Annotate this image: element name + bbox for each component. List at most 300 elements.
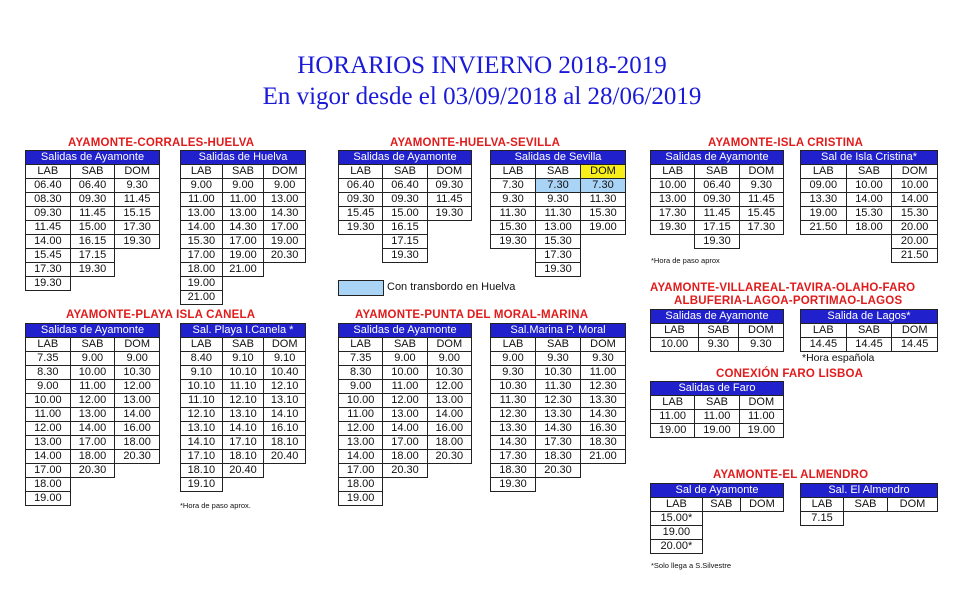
time-cell xyxy=(427,249,471,263)
time-cell: 9.30 xyxy=(491,366,536,380)
time-cell: 10.00 xyxy=(383,366,427,380)
day-header: SAB xyxy=(536,165,581,179)
time-cell xyxy=(70,277,115,291)
time-cell: 14.00 xyxy=(892,193,938,207)
time-cell: 13.30 xyxy=(491,422,536,436)
time-cell: 11.10 xyxy=(181,394,223,408)
time-cell: 14.00 xyxy=(70,422,115,436)
table-header: Salidas de Huelva xyxy=(181,151,306,165)
time-cell: 14.30 xyxy=(491,436,536,450)
time-cell: 20.30 xyxy=(427,450,471,464)
time-cell: 19.00 xyxy=(739,424,783,438)
time-cell: 14.00 xyxy=(427,408,471,422)
time-cell: 14.10 xyxy=(264,408,306,422)
time-cell: 11.00 xyxy=(695,410,739,424)
table-row xyxy=(339,235,472,249)
time-cell xyxy=(264,291,306,305)
time-cell: 19.10 xyxy=(181,478,223,492)
time-cell: 9.00 xyxy=(339,380,383,394)
time-cell: 13.00 xyxy=(264,193,306,207)
table-row xyxy=(181,249,306,263)
day-header: DOM xyxy=(115,338,160,352)
time-cell: 10.00 xyxy=(26,394,71,408)
time-cell: 19.00 xyxy=(339,492,383,506)
time-cell: 18.10 xyxy=(181,464,223,478)
time-cell: 19.00 xyxy=(222,249,264,263)
table-row xyxy=(181,380,306,394)
time-cell: 12.10 xyxy=(264,380,306,394)
table-row xyxy=(651,540,784,554)
day-header: DOM xyxy=(115,165,160,179)
page-title: HORARIOS INVIERNO 2018-2019 xyxy=(297,52,667,79)
time-cell: 11.00 xyxy=(651,410,695,424)
time-cell: 10.00 xyxy=(846,179,892,193)
time-cell: 19.30 xyxy=(26,277,71,291)
time-cell xyxy=(740,512,783,526)
time-cell: 13.30 xyxy=(581,394,626,408)
time-cell xyxy=(491,263,536,277)
time-cell xyxy=(702,512,740,526)
time-cell: 13.00 xyxy=(339,436,383,450)
table-header: Salidas de Ayamonte xyxy=(339,151,472,165)
time-cell: 19.30 xyxy=(491,235,536,249)
schedule-table xyxy=(338,323,472,506)
table-row xyxy=(801,193,938,207)
time-cell: 19.30 xyxy=(695,235,739,249)
time-cell: 14.30 xyxy=(581,408,626,422)
day-header: DOM xyxy=(264,338,306,352)
time-cell xyxy=(115,249,160,263)
time-cell: 10.10 xyxy=(222,366,264,380)
day-header: SAB xyxy=(70,165,115,179)
time-cell: 9.30 xyxy=(491,193,536,207)
time-cell xyxy=(339,235,383,249)
table-header: Salidas de Ayamonte xyxy=(651,151,784,165)
table-row xyxy=(181,193,306,207)
time-cell: 14.30 xyxy=(222,221,264,235)
time-cell: 19.00 xyxy=(581,221,626,235)
table-row xyxy=(801,512,938,526)
time-cell: 12.10 xyxy=(181,408,223,422)
time-cell: 06.40 xyxy=(383,179,427,193)
table-row xyxy=(491,179,626,193)
table-header: Salidas de Faro xyxy=(651,382,784,396)
time-cell: 13.00 xyxy=(383,408,427,422)
day-header: DOM xyxy=(738,324,783,338)
table-row xyxy=(491,207,626,221)
time-cell: 16.30 xyxy=(581,422,626,436)
time-cell: 7.35 xyxy=(26,352,71,366)
table-row xyxy=(26,277,160,291)
table-row xyxy=(181,221,306,235)
time-cell: 10.00 xyxy=(651,179,695,193)
table-row xyxy=(491,464,626,478)
time-cell: 06.40 xyxy=(70,179,115,193)
day-header: SAB xyxy=(695,396,739,410)
day-header: LAB xyxy=(26,165,71,179)
table-header: Sal. El Almendro xyxy=(801,484,938,498)
time-cell: 19.00 xyxy=(801,207,847,221)
schedule-table xyxy=(800,483,938,526)
day-header: SAB xyxy=(222,338,264,352)
time-cell: 9.00 xyxy=(383,352,427,366)
table-row xyxy=(491,193,626,207)
time-cell: 15.45 xyxy=(339,207,383,221)
time-cell: 06.40 xyxy=(26,179,71,193)
time-cell: 13.00 xyxy=(222,207,264,221)
time-cell xyxy=(427,492,471,506)
time-cell: 13.10 xyxy=(264,394,306,408)
time-cell: 16.10 xyxy=(264,422,306,436)
time-cell: 12.00 xyxy=(427,380,471,394)
time-cell: 11.00 xyxy=(181,193,223,207)
time-cell: 9.30 xyxy=(581,352,626,366)
time-cell: 11.00 xyxy=(383,380,427,394)
day-header: LAB xyxy=(801,498,844,512)
schedule-table xyxy=(338,150,472,263)
schedule-table xyxy=(800,150,938,263)
time-cell: 19.30 xyxy=(491,478,536,492)
table-row xyxy=(491,478,626,492)
table-row xyxy=(181,179,306,193)
day-header: DOM xyxy=(739,165,783,179)
time-cell xyxy=(702,540,740,554)
day-header: SAB xyxy=(846,165,892,179)
time-cell: 15.45 xyxy=(739,207,783,221)
transbordo-legend: Con transbordo en Huelva xyxy=(387,281,516,293)
schedule-table xyxy=(800,309,938,352)
time-cell xyxy=(740,540,783,554)
route-title-faro-1: AYAMONTE-VILLAREAL-TAVIRA-OLAHO-FARO xyxy=(650,282,916,294)
time-cell: 20.30 xyxy=(264,249,306,263)
day-header: SAB xyxy=(222,165,264,179)
time-cell: 16.15 xyxy=(70,235,115,249)
time-cell: 06.40 xyxy=(695,179,739,193)
table-row xyxy=(339,352,472,366)
time-cell: 17.00 xyxy=(181,249,223,263)
time-cell: 15.30 xyxy=(581,207,626,221)
time-cell: 14.00 xyxy=(846,193,892,207)
day-header: LAB xyxy=(801,324,847,338)
time-cell: 18.00 xyxy=(427,436,471,450)
time-cell: 15.00* xyxy=(651,512,703,526)
time-cell: 13.30 xyxy=(801,193,847,207)
time-cell: 17.00 xyxy=(383,436,427,450)
time-cell: 9.10 xyxy=(222,352,264,366)
time-cell: 11.00 xyxy=(26,408,71,422)
day-header: DOM xyxy=(888,498,938,512)
time-cell: 15.30 xyxy=(892,207,938,221)
transbordo-swatch xyxy=(338,280,384,296)
table-row xyxy=(181,291,306,305)
time-cell: 19.30 xyxy=(70,263,115,277)
table-row xyxy=(339,179,472,193)
time-cell: 9.10 xyxy=(264,352,306,366)
time-cell: 12.00 xyxy=(339,422,383,436)
table-row xyxy=(339,193,472,207)
time-cell: 20.00 xyxy=(892,221,938,235)
time-cell: 9.00 xyxy=(264,179,306,193)
table-header: Salidas de Ayamonte xyxy=(651,310,784,324)
time-cell: 18.00 xyxy=(115,436,160,450)
table-row xyxy=(181,263,306,277)
time-cell: 9.00 xyxy=(222,179,264,193)
table-row xyxy=(491,394,626,408)
time-cell: 10.30 xyxy=(115,366,160,380)
schedule-table xyxy=(490,323,626,492)
time-cell xyxy=(222,277,264,291)
table-row xyxy=(491,263,626,277)
time-cell: 9.30 xyxy=(536,352,581,366)
time-cell: 11.30 xyxy=(491,394,536,408)
time-cell: 20.00 xyxy=(892,235,938,249)
time-cell xyxy=(581,235,626,249)
time-cell: 11.30 xyxy=(581,193,626,207)
time-cell: 11.00 xyxy=(70,380,115,394)
time-cell: 13.00 xyxy=(70,408,115,422)
day-header: LAB xyxy=(491,165,536,179)
table-row xyxy=(26,408,160,422)
day-header: DOM xyxy=(740,498,783,512)
day-header: SAB xyxy=(536,338,581,352)
time-cell: 15.30 xyxy=(491,221,536,235)
table-row xyxy=(339,464,472,478)
time-cell: 09.00 xyxy=(801,179,847,193)
time-cell xyxy=(581,263,626,277)
table-row xyxy=(651,221,784,235)
time-cell xyxy=(888,512,938,526)
table-row xyxy=(181,478,306,492)
day-header: LAB xyxy=(651,165,695,179)
time-cell xyxy=(115,492,160,506)
table-header: Sal de Isla Cristina* xyxy=(801,151,938,165)
time-cell xyxy=(427,478,471,492)
table-row xyxy=(26,207,160,221)
route-title-lisboa: CONEXIÓN FARO LISBOA xyxy=(716,368,864,380)
time-cell: 18.30 xyxy=(581,436,626,450)
time-cell xyxy=(115,464,160,478)
time-cell: 19.00 xyxy=(264,235,306,249)
time-cell xyxy=(264,478,306,492)
time-cell: 17.10 xyxy=(181,450,223,464)
time-cell: 18.00 xyxy=(181,263,223,277)
table-row xyxy=(26,193,160,207)
table-row xyxy=(491,422,626,436)
day-header: LAB xyxy=(181,338,223,352)
time-cell xyxy=(427,221,471,235)
time-cell: 17.15 xyxy=(383,235,427,249)
time-cell: 9.00 xyxy=(70,352,115,366)
table-row xyxy=(181,408,306,422)
day-header: SAB xyxy=(846,324,892,338)
time-cell xyxy=(581,249,626,263)
time-cell: 9.30 xyxy=(698,338,738,352)
time-cell: 9.00 xyxy=(181,179,223,193)
time-cell xyxy=(264,263,306,277)
day-header: SAB xyxy=(698,324,738,338)
time-cell: 21.50 xyxy=(892,249,938,263)
time-cell: 17.15 xyxy=(695,221,739,235)
route-title-faro-2: ALBUFERIA-LAGOA-PORTIMAO-LAGOS xyxy=(674,295,903,307)
table-row xyxy=(491,221,626,235)
table-row xyxy=(801,179,938,193)
time-cell: 13.00 xyxy=(651,193,695,207)
table-row xyxy=(181,436,306,450)
time-cell: 9.10 xyxy=(181,366,223,380)
time-cell: 9.00 xyxy=(427,352,471,366)
time-cell xyxy=(581,464,626,478)
time-cell: 12.30 xyxy=(536,394,581,408)
time-cell: 19.00 xyxy=(695,424,739,438)
table-row xyxy=(26,450,160,464)
time-cell: 7.30 xyxy=(536,179,581,193)
time-cell: 10.00 xyxy=(339,394,383,408)
day-header: SAB xyxy=(70,338,115,352)
time-cell xyxy=(222,291,264,305)
route-title-canela: AYAMONTE-PLAYA ISLA CANELA xyxy=(66,309,256,321)
time-cell xyxy=(339,249,383,263)
day-header: SAB xyxy=(702,498,740,512)
time-cell: 17.30 xyxy=(491,450,536,464)
time-cell xyxy=(264,464,306,478)
time-cell: 09.30 xyxy=(26,207,71,221)
time-cell: 11.00 xyxy=(581,366,626,380)
time-cell: 17.30 xyxy=(739,221,783,235)
time-cell: 11.30 xyxy=(536,380,581,394)
time-cell xyxy=(846,249,892,263)
table-row xyxy=(339,478,472,492)
time-cell: 9.00 xyxy=(115,352,160,366)
time-cell: 14.00 xyxy=(26,235,71,249)
time-cell: 11.00 xyxy=(739,410,783,424)
day-header: LAB xyxy=(651,498,703,512)
table-row xyxy=(181,352,306,366)
table-row xyxy=(491,380,626,394)
time-cell: 12.00 xyxy=(70,394,115,408)
table-row xyxy=(26,249,160,263)
time-cell xyxy=(801,235,847,249)
schedule-table xyxy=(180,150,306,305)
time-cell: 14.00 xyxy=(339,450,383,464)
time-cell: 12.00 xyxy=(26,422,71,436)
time-cell: 10.00 xyxy=(892,179,938,193)
day-header: DOM xyxy=(892,165,938,179)
time-cell: 9.00 xyxy=(491,352,536,366)
time-cell: 13.00 xyxy=(427,394,471,408)
time-cell: 18.00 xyxy=(70,450,115,464)
time-cell: 9.30 xyxy=(115,179,160,193)
day-header: LAB xyxy=(339,338,383,352)
time-cell: 10.30 xyxy=(491,380,536,394)
time-cell xyxy=(846,235,892,249)
time-cell: 09.30 xyxy=(427,179,471,193)
time-cell: 17.30 xyxy=(115,221,160,235)
time-cell: 18.00 xyxy=(26,478,71,492)
table-row xyxy=(181,277,306,291)
table-row xyxy=(26,394,160,408)
table-row xyxy=(339,394,472,408)
time-cell: 19.30 xyxy=(383,249,427,263)
note-paso-canela: *Hora de paso aprox. xyxy=(180,501,251,510)
time-cell xyxy=(844,512,888,526)
time-cell: 13.00 xyxy=(536,221,581,235)
time-cell: 17.30 xyxy=(536,249,581,263)
time-cell: 13.00 xyxy=(26,436,71,450)
schedule-table xyxy=(650,150,784,249)
time-cell xyxy=(383,492,427,506)
table-header: Sal. Playa I.Canela * xyxy=(181,324,306,338)
time-cell: 21.00 xyxy=(581,450,626,464)
day-header: DOM xyxy=(581,165,626,179)
time-cell: 21.00 xyxy=(222,263,264,277)
day-header: DOM xyxy=(892,324,938,338)
time-cell: 12.10 xyxy=(222,394,264,408)
page-subtitle: En vigor desde el 03/09/2018 al 28/06/2019 xyxy=(262,83,702,110)
time-cell: 18.10 xyxy=(222,450,264,464)
time-cell: 10.10 xyxy=(181,380,223,394)
time-cell: 19.30 xyxy=(536,263,581,277)
table-row xyxy=(491,366,626,380)
time-cell: 14.00 xyxy=(181,221,223,235)
time-cell: 14.30 xyxy=(264,207,306,221)
table-row xyxy=(651,235,784,249)
route-title-corrales: AYAMONTE-CORRALES-HUELVA xyxy=(68,137,255,149)
time-cell: 15.30 xyxy=(846,207,892,221)
time-cell: 11.45 xyxy=(115,193,160,207)
time-cell xyxy=(801,249,847,263)
day-header: SAB xyxy=(383,338,427,352)
table-header: Salidas de Ayamonte xyxy=(26,151,160,165)
time-cell: 18.00 xyxy=(339,478,383,492)
table-header: Salidas de Ayamonte xyxy=(26,324,160,338)
time-cell: 11.45 xyxy=(26,221,71,235)
table-row xyxy=(181,394,306,408)
time-cell: 17.10 xyxy=(222,436,264,450)
table-row xyxy=(26,221,160,235)
time-cell: 17.30 xyxy=(26,263,71,277)
time-cell: 13.00 xyxy=(115,394,160,408)
time-cell xyxy=(581,478,626,492)
time-cell: 12.00 xyxy=(115,380,160,394)
schedule-table xyxy=(490,150,626,277)
table-row xyxy=(26,478,160,492)
time-cell xyxy=(383,478,427,492)
table-row xyxy=(339,249,472,263)
table-header: Salida de Lagos* xyxy=(801,310,938,324)
day-header: SAB xyxy=(844,498,888,512)
time-cell: 15.45 xyxy=(26,249,71,263)
day-header: DOM xyxy=(739,396,783,410)
time-cell: 19.00 xyxy=(181,277,223,291)
time-cell: 12.00 xyxy=(383,394,427,408)
table-row xyxy=(651,410,784,424)
table-header: Sal de Ayamonte xyxy=(651,484,784,498)
table-row xyxy=(339,380,472,394)
time-cell: 20.30 xyxy=(115,450,160,464)
schedule-table xyxy=(650,309,784,352)
time-cell: 20.00* xyxy=(651,540,703,554)
schedule-table xyxy=(25,150,160,291)
time-cell: 06.40 xyxy=(339,179,383,193)
time-cell: 08.30 xyxy=(26,193,71,207)
table-row xyxy=(339,422,472,436)
time-cell: 11.30 xyxy=(536,207,581,221)
table-row xyxy=(491,352,626,366)
day-header: LAB xyxy=(339,165,383,179)
time-cell: 14.00 xyxy=(383,422,427,436)
table-row xyxy=(26,464,160,478)
time-cell: 15.15 xyxy=(115,207,160,221)
